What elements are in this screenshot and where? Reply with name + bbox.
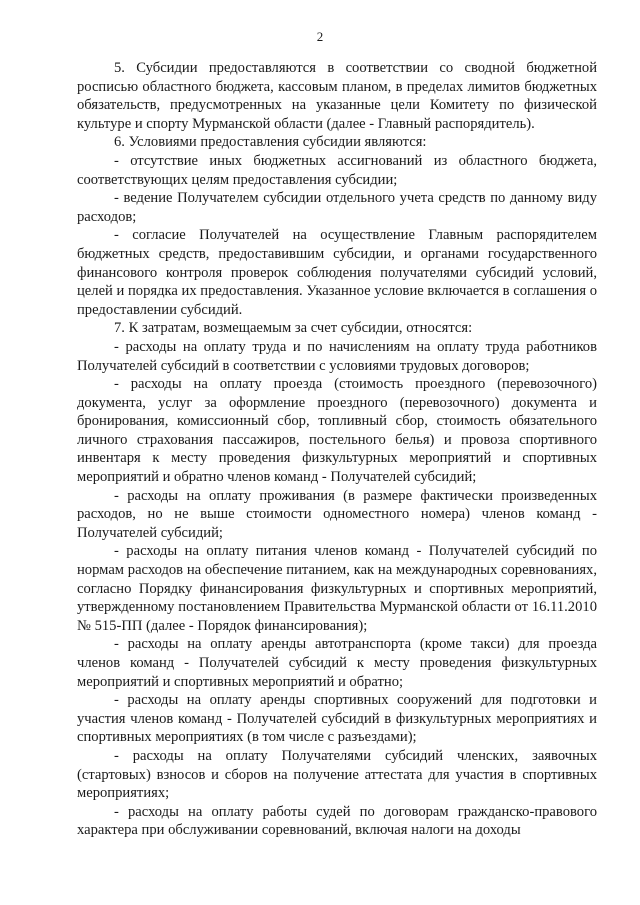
- expense-facility-rental: - расходы на оплату аренды спортивных сооружений для подготовки и участия членов команд - Получателей субсидий в физкультурных мероприятиях и спортивных мероприятиях (в том числе с разъездами);: [77, 692, 597, 746]
- expense-accommodation: - расходы на оплату проживания (в размере фактически произведенных расходов, но не выше стоимости одноместного номера) членов команд - Получателей субсидий;: [77, 487, 597, 541]
- condition-no-other-allocations: - отсутствие иных бюджетных ассигнований из областного бюджета, соответствующих целям предоставления субсидии;: [77, 152, 597, 188]
- paragraph-6-conditions-heading: 6. Условиями предоставления субсидии являются:: [114, 134, 427, 151]
- page-number: 2: [316, 29, 324, 44]
- expense-meals: - расходы на оплату питания членов команд - Получателей субсидий по нормам расходов на обеспечение питанием, как на международных соревнованиях, согласно Порядку финансирования физкультурных и спортивных мероприятий, утвержденному постановлением Правительства Мурманской области от 16.11.2010 № 515-ПП (далее - Порядок финансирования);: [77, 543, 597, 634]
- expense-vehicle-rental: - расходы на оплату аренды автотранспорта (кроме такси) для проезда членов команд - Получателей субсидий к месту проведения физкультурных мероприятий и спортивных мероприятий и обратно;: [77, 636, 597, 690]
- paragraph-7-expenses-heading: 7. К затратам, возмещаемым за счет субсидии, относятся:: [114, 320, 473, 337]
- expense-travel: - расходы на оплату проезда (стоимость проездного (перевозочного) документа, услуг за оформление проездного (перевозочного) документа и бронирования, комиссионный сбор, топливный сбор, стоимость обязательного личного страхования пассажиров, постельного белья) и провоза спортивного инвентаря к месту проведения физкультурных мероприятий и спортивных мероприятий и обратно членов команд - Получателей субсидий;: [77, 376, 597, 486]
- condition-consent-to-audit: - согласие Получателей на осуществление Главным распорядителем бюджетных средств, предоставившим субсидии, и органами государственного финансового контроля проверок соблюдения получателями субсидий условий, целей и порядка их предоставления. Указанное условие включается в соглашения о предоставлении субсидий.: [77, 227, 597, 318]
- document-body: [77, 59, 597, 840]
- condition-separate-accounting: - ведение Получателем субсидии отдельного учета средств по данному виду расходов;: [77, 190, 597, 225]
- expense-labor: - расходы на оплату труда и по начислениям на оплату труда работников Получателей субсидий в соответствии с условиями трудовых договоров;: [77, 338, 597, 374]
- paragraph-5-subsidies-budget: 5. Субсидии предоставляются в соответствии со сводной бюджетной росписью областного бюджета, кассовым планом, в пределах лимитов бюджетных обязательств, предусмотренных на указанные цели Комитету по физической культуре и спорту Мурманской области (далее - Главный распорядитель).: [77, 60, 597, 132]
- expense-fees: - расходы на оплату Получателями субсидий членских, заявочных (стартовых) взносов и сборов на получение аттестата для участия в спортивных мероприятиях;: [77, 747, 597, 802]
- expense-referees: - расходы на оплату работы судей по договорам гражданско-правового характера при обслуживании соревнований, включая налоги на доходы: [77, 803, 597, 839]
